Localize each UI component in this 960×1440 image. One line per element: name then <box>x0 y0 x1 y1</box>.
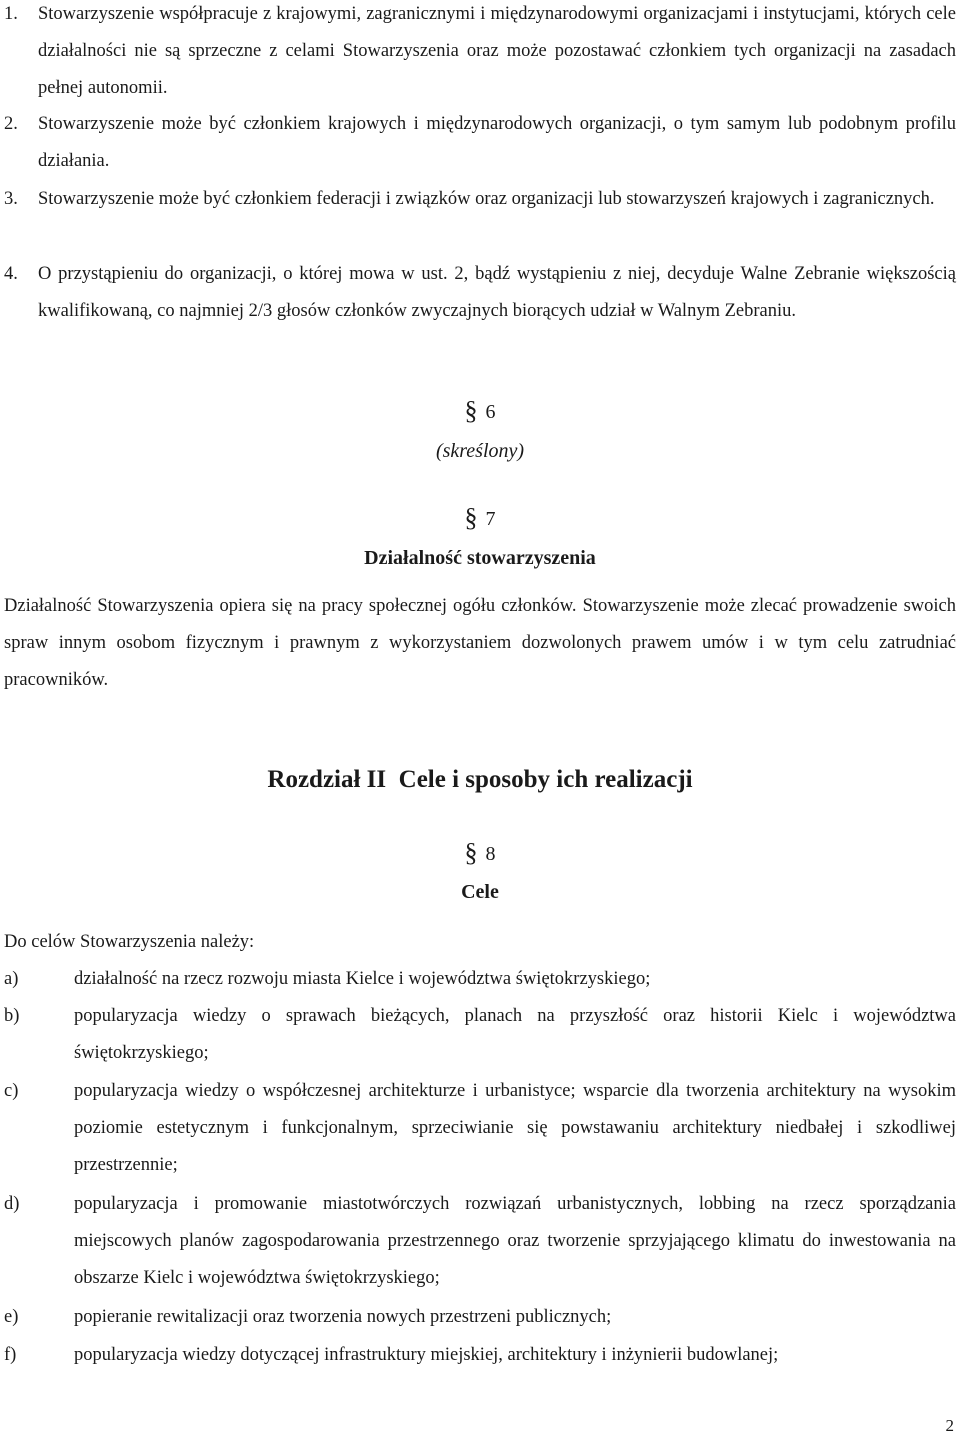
goal-text: działalność na rzecz rozwoju miasta Kielce i województwa świętokrzyskiego; <box>74 969 651 989</box>
section-8-intro: Do celów Stowarzyszenia należy: <box>4 932 255 952</box>
goal-label: f) <box>4 1345 17 1365</box>
section-6-note: (skreślony) <box>435 440 525 462</box>
item-number: 3. <box>4 189 18 209</box>
item-number: 4. <box>4 264 18 284</box>
goal-item <box>0 1337 960 1374</box>
item-number: 2. <box>4 114 18 134</box>
page-number: 2 <box>945 1416 954 1435</box>
section-6-heading <box>0 398 960 425</box>
goal-label: d) <box>4 1194 20 1214</box>
goal-item <box>0 1073 960 1184</box>
goal-text: popularyzacja wiedzy dotyczącej infrastruktury miejskiej, architektury i inżynierii budowlanej; <box>74 1345 779 1365</box>
goal-text: popieranie rewitalizacji oraz tworzenia nowych przestrzeni publicznych; <box>74 1307 612 1327</box>
chapter-title: Rozdział II Cele i sposoby ich realizacji <box>267 766 693 793</box>
goal-text: popularyzacja wiedzy o współczesnej architekturze i urbanistyce; wsparcie dla tworzenia architektury na wysokim poziomie estetycznym i funkcjonalnym, sprzeciwianie się powstawaniu architektury niedbałej i szkodliwej przestrzennie; <box>74 1081 956 1175</box>
section-7-text: Działalność Stowarzyszenia opiera się na pracy społecznej ogółu członków. Stowarzyszenie może zlecać prowadzenie swoich spraw innym osobom fizycznym i prawnym z wykorzystaniem dozwolonych prawem umów i w tym celu zatrudniać pracowników. <box>4 596 956 690</box>
section-number: 6 <box>485 401 496 423</box>
item-text: Stowarzyszenie współpracuje z krajowymi, zagranicznymi i międzynarodowymi organizacjami i instytucjami, których cele działalności nie są sprzeczne z celami Stowarzyszenia oraz może pozostawać członkiem tych organizacji na zasadach pełnej autonomii. <box>38 4 956 98</box>
goal-label: e) <box>4 1307 19 1327</box>
goal-item <box>0 998 960 1072</box>
section-7-title: Działalność stowarzyszenia <box>364 547 596 569</box>
goal-label: a) <box>4 969 19 989</box>
item-text: Stowarzyszenie może być członkiem krajowych i międzynarodowych organizacji, o tym samym lub podobnym profilu działania. <box>38 114 956 171</box>
list-item <box>0 181 960 218</box>
list-item <box>0 0 960 107</box>
goal-item <box>0 1186 960 1297</box>
goal-item <box>0 1299 960 1336</box>
item-text: O przystąpieniu do organizacji, o której mowa w ust. 2, bądź wystąpieniu z niej, decyduje Walne Zebranie większością kwalifikowaną, co najmniej 2/3 głosów członków zwyczajnych biorących udział w Walnym Zebraniu. <box>38 264 956 321</box>
goal-text: popularyzacja i promowanie miastotwórczych rozwiązań urbanistycznych, lobbing na rzecz sporządzania miejscowych planów zagospodarowania przestrzennego oraz tworzenie sprzyjającego klimatu do inwestowania na obszarze Kielc i województwa świętokrzyskiego; <box>74 1194 956 1288</box>
goal-label: b) <box>4 1006 20 1026</box>
goal-item <box>0 961 960 998</box>
section-8-heading <box>0 840 960 867</box>
item-text: Stowarzyszenie może być członkiem federacji i związków oraz organizacji lub stowarzyszeń krajowych i zagranicznych. <box>38 189 935 209</box>
section-sign: § <box>464 503 478 532</box>
section-8-title: Cele <box>461 881 499 903</box>
section-sign: § <box>464 396 478 425</box>
section-number: 8 <box>485 843 496 865</box>
section-sign: § <box>464 838 478 867</box>
list-item <box>0 256 960 330</box>
section-7-heading <box>0 505 960 532</box>
item-number: 1. <box>4 4 18 24</box>
goal-label: c) <box>4 1081 19 1101</box>
list-item <box>0 106 960 180</box>
section-number: 7 <box>485 508 496 530</box>
goal-text: popularyzacja wiedzy o sprawach bieżących, planach na przyszłość oraz historii Kielc i województwa świętokrzyskiego; <box>74 1006 956 1063</box>
